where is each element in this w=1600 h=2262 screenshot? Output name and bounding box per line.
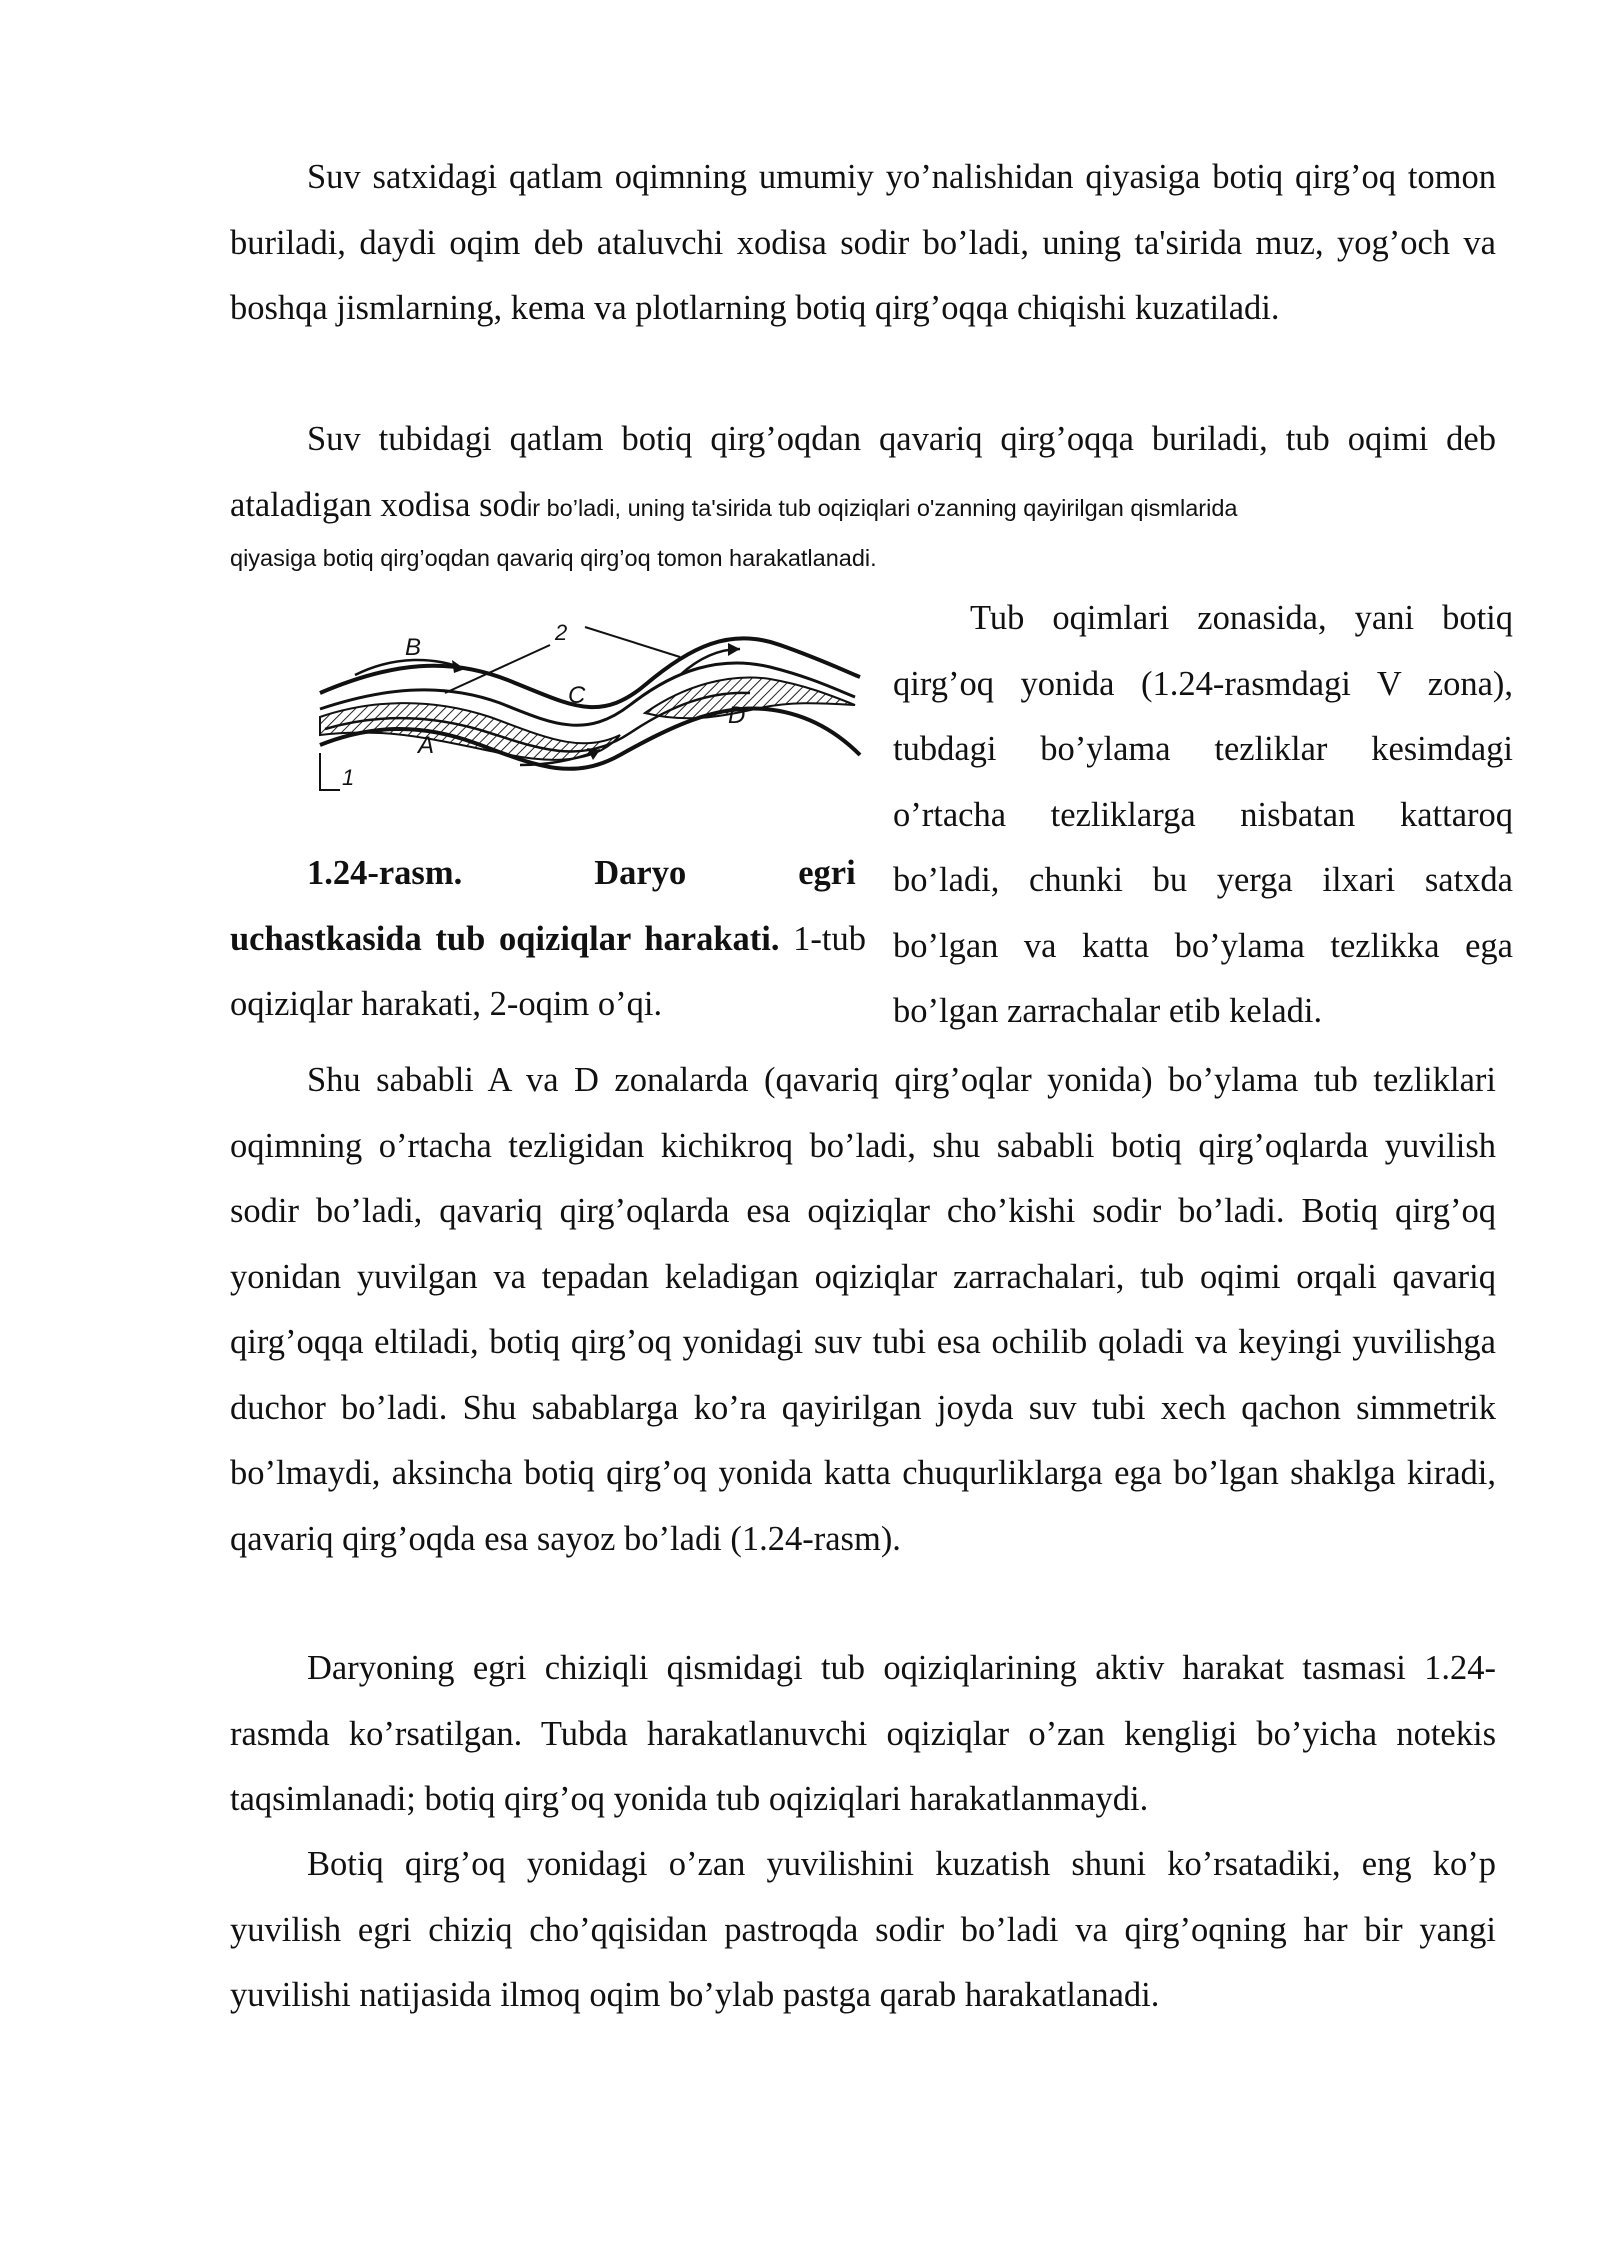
- paragraph-text: Botiq qirg’oq yonidagi o’zan yuvilishini kuzatish shuni ko’rsatadiki, eng ko’p yuvilish egri chiziq cho’qqisidan pastroqda sodir bo’ladi va qirg’oqning har bir yangi yuvilishi natijasida ilmoq oqim bo’ylab pastga qarab harakatlanadi.: [230, 1845, 1496, 2014]
- caption-title: Daryo: [594, 854, 687, 892]
- figure-caption: [230, 841, 866, 1038]
- paragraph-erosion-observation: [230, 1832, 1496, 2029]
- arrow-head: [728, 643, 740, 656]
- figure-river-bend: [300, 605, 890, 815]
- label-d: D: [728, 702, 746, 729]
- paragraph-bottom-flow: [230, 407, 1496, 541]
- caption-title: egri: [798, 854, 856, 892]
- paragraph-text: Suv satxidagi qatlam oqimning umumiy yo’nalishidan qiyasiga botiq qirg’oq tomon buriladi, daydi oqim deb ataluvchi xodisa sodir bo’ladi, uning ta'sirida muz, yog’och va boshqa jismlarning, kema va plotlarning botiq qirg’oqqa chiqishi kuzatiladi.: [230, 158, 1496, 327]
- paragraph-zones-a-d: [230, 1048, 1496, 1572]
- label-a: A: [418, 732, 435, 759]
- label-1-bracket: [320, 753, 340, 790]
- label-1: 1: [342, 765, 355, 790]
- paragraph-text-sans: ir bo’ladi, uning ta'sirida tub oqiziqlari o'zanning qayirilgan qismlarida: [527, 494, 1238, 521]
- paragraph-surface-flow: [230, 145, 1496, 342]
- paragraph-text: Tub oqimlari zonasida, yani botiq qirg’oq yonida (1.24-rasmdagi V zona), tubdagi bo’ylama tezliklar kesimdagi o’rtacha tezliklarga nisbatan kattaroq bo’ladi, chunki bu yerga ilxari satxda bo’lgan va katta bo’ylama tezlikka ega bo’lgan zarrachalar etib keladi.: [893, 599, 1513, 1030]
- paragraph-active-band: [230, 1636, 1496, 1833]
- label-b: B: [405, 634, 422, 661]
- caption-text: 1-tub oqiziqlar harakati, 2-oqim o’qi.: [230, 919, 866, 1023]
- paragraph-bottom-zone: [893, 586, 1513, 1045]
- paragraph-text: Shu sababli A va D zonalarda (qavariq qirg’oqlar yonida) bo’ylama tub tezliklari oqimning o’rtacha tezligidan kichikroq bo’ladi, shu sababli botiq qirg’oqlarda yuvilish sodir bo’ladi, qavariq qirg’oqlarda esa oqiziqlar cho’kishi sodir bo’ladi. Botiq qirg’oq yonidan yuvilgan va tepadan keladigan oqiziqlar zarrachalari, tub oqimi orqali qavariq qirg’oqqa eltiladi, botiq qirg’oq yonidagi suv tubi esa ochilib qoladi va keyingi yuvilishga duchor bo’ladi. Shu sabablarga ko’ra qayirilgan joyda suv tubi xech qachon simmetrik bo’lmaydi, aksincha botiq qirg’oq yonida katta chuqurliklarga ega bo’lgan shaklga kiradi, qavariq qirg’oqda esa sayoz bo’ladi (1.24-rasm).: [230, 1061, 1496, 1558]
- paragraph-text: Daryoning egri chiziqli qismidagi tub oqiziqlarining aktiv harakat tasmasi 1.24-rasmda ko’rsatilgan. Tubda harakatlanuvchi oqiziqlar o’zan kengligi bo’yicha notekis taqsimlanadi; botiq qirg’oq yonida tub oqiziqlari harakatlanmaydi.: [230, 1649, 1496, 1818]
- paragraph-text: Suv tubidagi qatlam botiq qirg’oqdan qavariq qirg’oqqa buriladi, tub oqimi deb ataladigan xodisa sod: [230, 420, 1496, 524]
- caption-title: uchastkasida tub oqiziqlar harakati.: [230, 919, 780, 958]
- paragraph-bottom-flow-end: qiyasiga botiq qirg’oqdan qavariq qirg’oq tomon harakatlanadi.: [230, 545, 877, 571]
- label-2: 2: [555, 620, 568, 645]
- river-bend-diagram: [300, 605, 890, 815]
- caption-title: 1.24-rasm.: [307, 854, 463, 892]
- label-c: C: [568, 682, 586, 709]
- leader-line-2b: [585, 627, 680, 657]
